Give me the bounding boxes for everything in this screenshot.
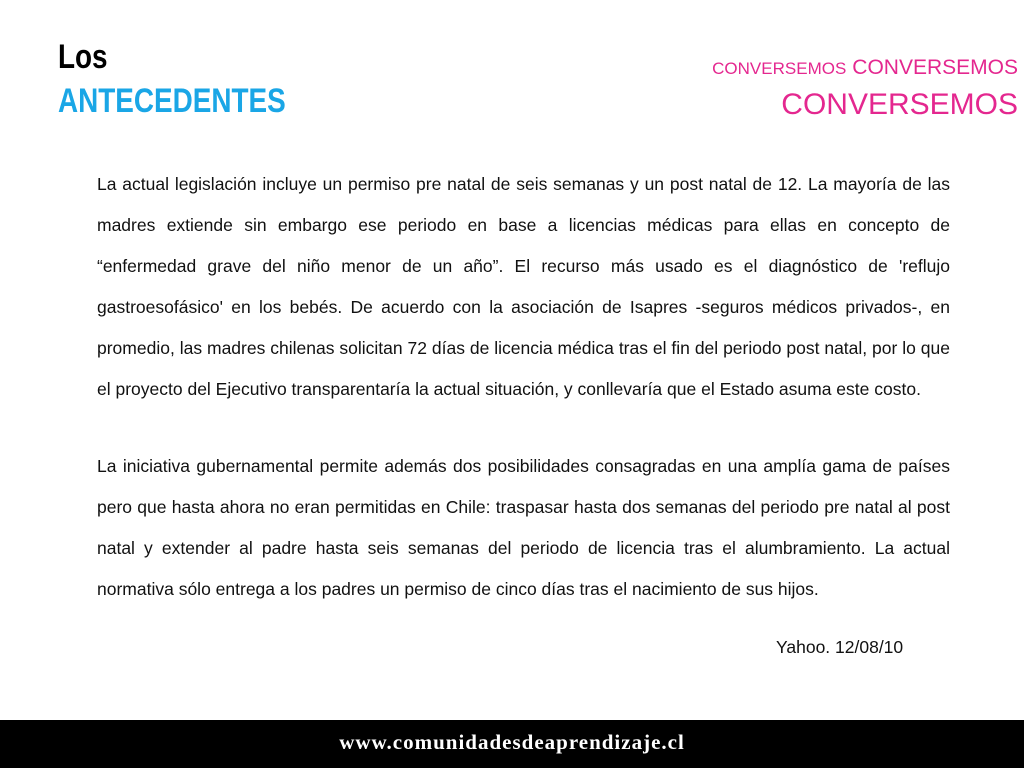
title-line-antecedentes: ANTECEDENTES [58,82,286,120]
paragraph-iniciativa: La iniciativa gubernamental permite además dos posibilidades consagradas en una amplía gama de países pero que hasta ahora no eran permitidas en Chile: traspasar hasta dos semanas del periodo pre natal al post natal y extender al padre hasta seis semanas del periodo de licencia tras el alumbramiento. La actual normativa sólo entrega a los padres un permiso de cinco días tras el nacimiento de sus hijos. [97,456,950,599]
conversemos-top-line [712,56,1018,80]
source-note: Yahoo. 12/08/10 [776,637,904,657]
conversemos-medium: CONVERSEMOS [852,56,1018,79]
title-line-los: Los [58,38,108,76]
paragraph-legislacion: La actual legislación incluye un permiso pre natal de seis semanas y un post natal de 12. La mayoría de las madres extiende sin embargo ese periodo en base a licencias médicas para ellas en concepto de “enfermedad grave del niño menor de un año”. El recurso más usado es el diagnóstico de 'reflujo gastroesofásico' en los bebés. De acuerdo con la asociación de Isapres -seguros médicos privados-, en promedio, las madres chilenas solicitan 72 días de licencia médica tras el fin del periodo post natal, por lo que el proyecto del Ejecutivo transparentaría la actual situación, y conllevaría que el Estado asuma este costo. [97,174,950,399]
footer-url: www.comunidadesdeaprendizaje.cl [339,730,685,754]
conversemos-large: CONVERSEMOS [781,88,1018,121]
body-text [97,164,950,610]
conversemos-small: CONVERSEMOS [712,59,847,78]
